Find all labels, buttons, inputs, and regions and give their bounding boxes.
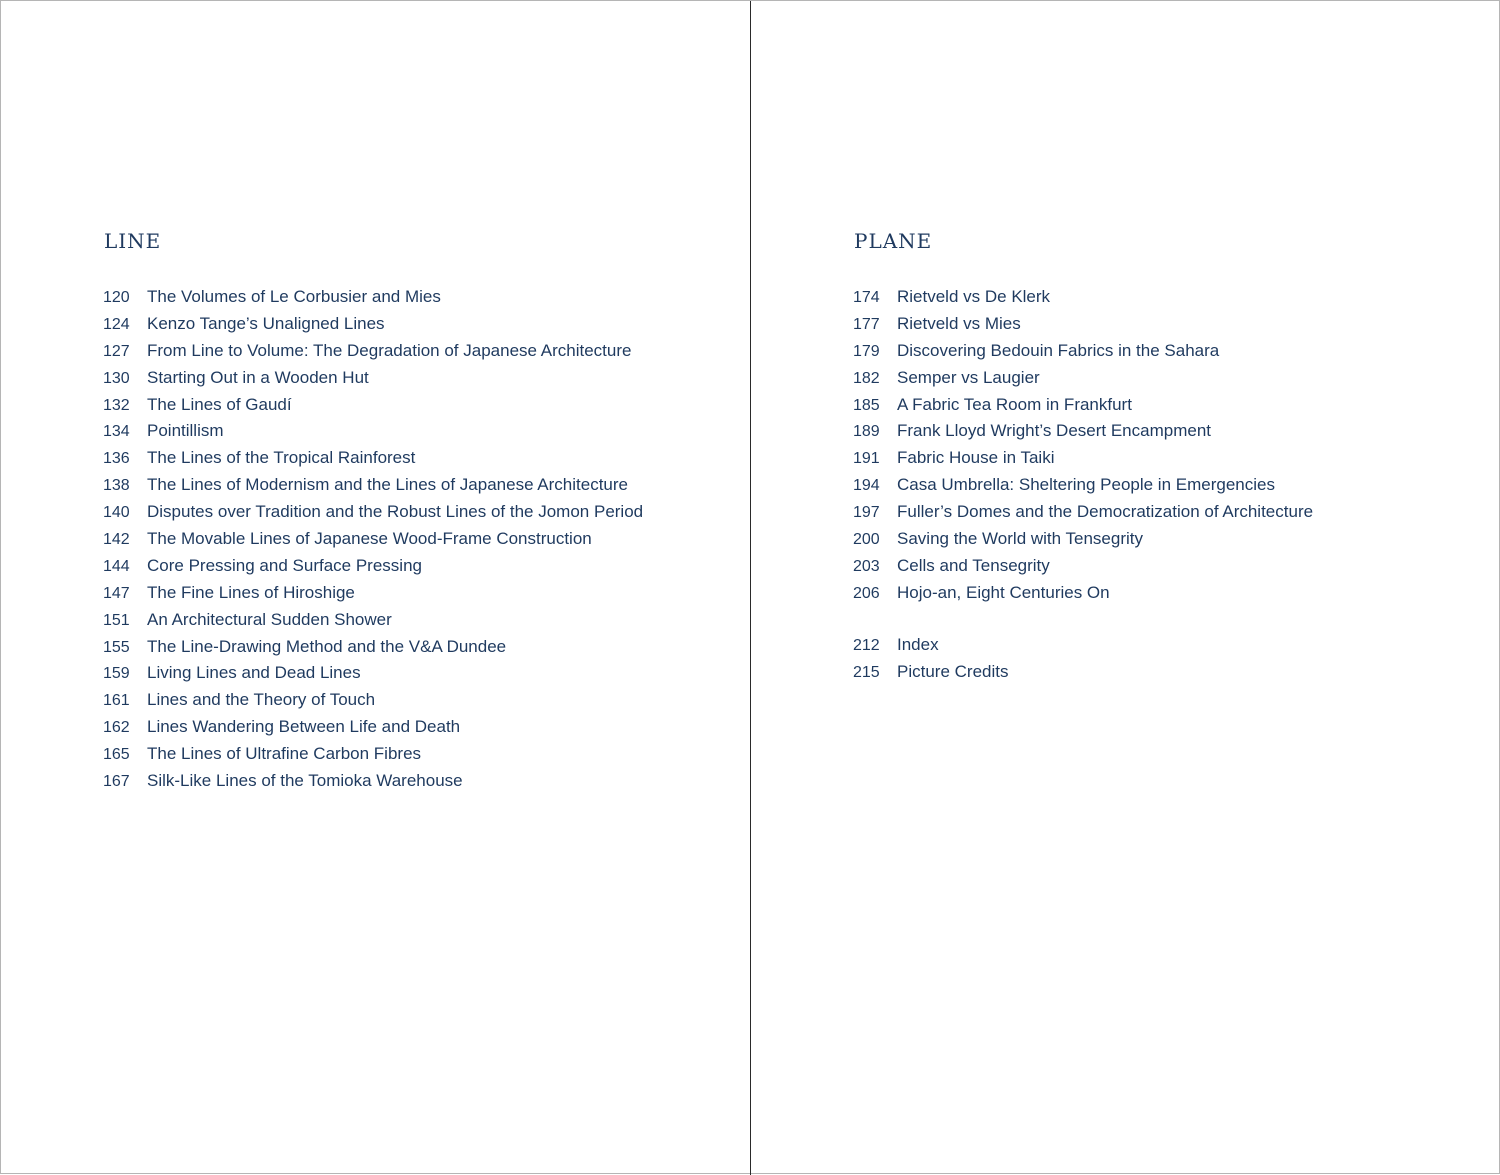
toc-title: Casa Umbrella: Sheltering People in Emergencies [897,475,1275,495]
toc-entry[interactable] [103,741,643,768]
toc-title: Rietveld vs De Klerk [897,287,1051,306]
toc-page-number: 212 [853,637,880,654]
toc-page-number: 144 [103,557,130,575]
toc-page-number: 182 [853,369,880,387]
toc-title: The Lines of Gaudí [147,394,292,414]
toc-entry[interactable] [853,445,1313,472]
toc-entry[interactable] [103,418,643,445]
toc-list-plane [853,284,1313,607]
toc-entry[interactable] [103,580,643,607]
toc-title: Fabric House in Taiki [897,448,1055,468]
toc-entry-picture-credits[interactable] [853,659,1008,686]
toc-title: The Volumes of Le Corbusier and Mies [147,287,441,306]
left-page [1,1,750,1175]
toc-entry[interactable] [853,418,1313,445]
toc-title: The Line-Drawing Method and the V&A Dundee [147,636,507,656]
toc-page-number: 130 [103,369,130,387]
toc-title: Semper vs Laugier [897,367,1040,387]
toc-entry[interactable] [853,365,1313,392]
toc-page-number: 161 [103,692,130,710]
toc-entry[interactable] [103,526,643,553]
toc-page-number: 132 [103,396,130,414]
toc-entry[interactable] [103,660,643,687]
toc-page-number: 197 [853,504,880,522]
toc-entry-index[interactable] [853,632,1008,659]
toc-page-number: 194 [853,477,880,495]
toc-entry[interactable] [103,553,643,580]
toc-entry[interactable] [853,580,1313,607]
toc-page-number: 134 [103,423,130,441]
toc-title: From Line to Volume: The Degradation of Japanese Architecture [147,340,632,360]
toc-entry[interactable] [103,445,643,472]
toc-entry[interactable] [853,526,1313,553]
toc-page-number: 147 [103,584,130,602]
toc-page-number: 189 [853,423,880,441]
toc-entry[interactable] [103,338,643,365]
toc-page-number: 215 [853,663,880,681]
toc-page-number: 124 [103,315,130,333]
toc-title: Cells and Tensegrity [897,555,1050,575]
toc-page-number: 179 [853,342,880,360]
toc-page-number: 138 [103,477,130,495]
toc-entry[interactable] [103,607,643,634]
right-page [751,1,1500,1175]
toc-title: An Architectural Sudden Shower [147,609,392,629]
toc-title: Silk-Like Lines of the Tomioka Warehouse [147,771,463,791]
toc-title: Hojo-an, Eight Centuries On [897,582,1110,602]
toc-entry[interactable] [103,284,643,311]
toc-page-number: 136 [103,450,130,468]
toc-page-number: 142 [103,531,130,549]
toc-page-number: 203 [853,557,880,575]
toc-title: Core Pressing and Surface Pressing [147,555,422,575]
toc-page-number: 159 [103,665,130,683]
toc-title: Kenzo Tange’s Unaligned Lines [147,313,385,333]
toc-title: Frank Lloyd Wright’s Desert Encampment [897,421,1211,441]
toc-entry[interactable] [103,311,643,338]
toc-page-number: 155 [103,638,130,656]
toc-page-number: 151 [103,611,130,629]
toc-entry[interactable] [853,338,1313,365]
toc-entry[interactable] [853,553,1313,580]
toc-title: Index [897,635,939,654]
toc-page-number: 162 [103,719,130,737]
section-heading-line: LINE [104,229,162,253]
toc-entry[interactable] [853,284,1313,311]
toc-title: The Lines of Ultrafine Carbon Fibres [147,744,422,764]
toc-title: Fuller’s Domes and the Democratization of Architecture [897,502,1314,522]
toc-entry[interactable] [103,365,643,392]
toc-list-back-matter [853,632,1008,686]
toc-entry[interactable] [103,472,643,499]
toc-page-number: 174 [853,289,880,306]
toc-title: The Lines of the Tropical Rainforest [147,448,416,468]
toc-page-number: 127 [103,342,130,360]
toc-title: Saving the World with Tensegrity [897,529,1143,549]
toc-title: A Fabric Tea Room in Frankfurt [897,394,1132,414]
toc-entry[interactable] [853,392,1313,419]
toc-title: Lines Wandering Between Life and Death [147,717,461,737]
toc-title: Starting Out in a Wooden Hut [147,367,369,387]
toc-page-number: 167 [103,773,130,791]
toc-entry[interactable] [853,311,1313,338]
toc-page-number: 191 [853,450,880,468]
toc-entry[interactable] [853,472,1313,499]
toc-entry[interactable] [103,687,643,714]
toc-page-number: 140 [103,504,130,522]
toc-page-number: 200 [853,531,880,549]
toc-entry[interactable] [103,714,643,741]
toc-entry[interactable] [103,768,643,795]
toc-title: The Lines of Modernism and the Lines of Japanese Architecture [147,475,629,495]
toc-title: Disputes over Tradition and the Robust Lines of the Jomon Period [147,502,644,522]
toc-entry[interactable] [103,392,643,419]
toc-page-number: 177 [853,315,880,333]
toc-title: The Fine Lines of Hiroshige [147,582,355,602]
toc-page-number: 206 [853,584,880,602]
toc-entry[interactable] [103,499,643,526]
toc-page-number: 120 [103,289,130,306]
toc-title: Discovering Bedouin Fabrics in the Sahara [897,340,1220,360]
toc-title: Living Lines and Dead Lines [147,663,361,683]
section-heading-plane: PLANE [854,229,933,253]
toc-entry[interactable] [853,499,1313,526]
toc-page-number: 165 [103,746,130,764]
toc-title: Pointillism [147,421,224,441]
toc-title: Picture Credits [897,661,1009,681]
toc-title: Lines and the Theory of Touch [147,690,376,710]
toc-title: Rietveld vs Mies [897,313,1021,333]
toc-title: The Movable Lines of Japanese Wood-Frame Construction [147,529,592,549]
toc-entry[interactable] [103,634,643,661]
toc-page-number: 185 [853,396,880,414]
toc-list-line [103,284,643,795]
